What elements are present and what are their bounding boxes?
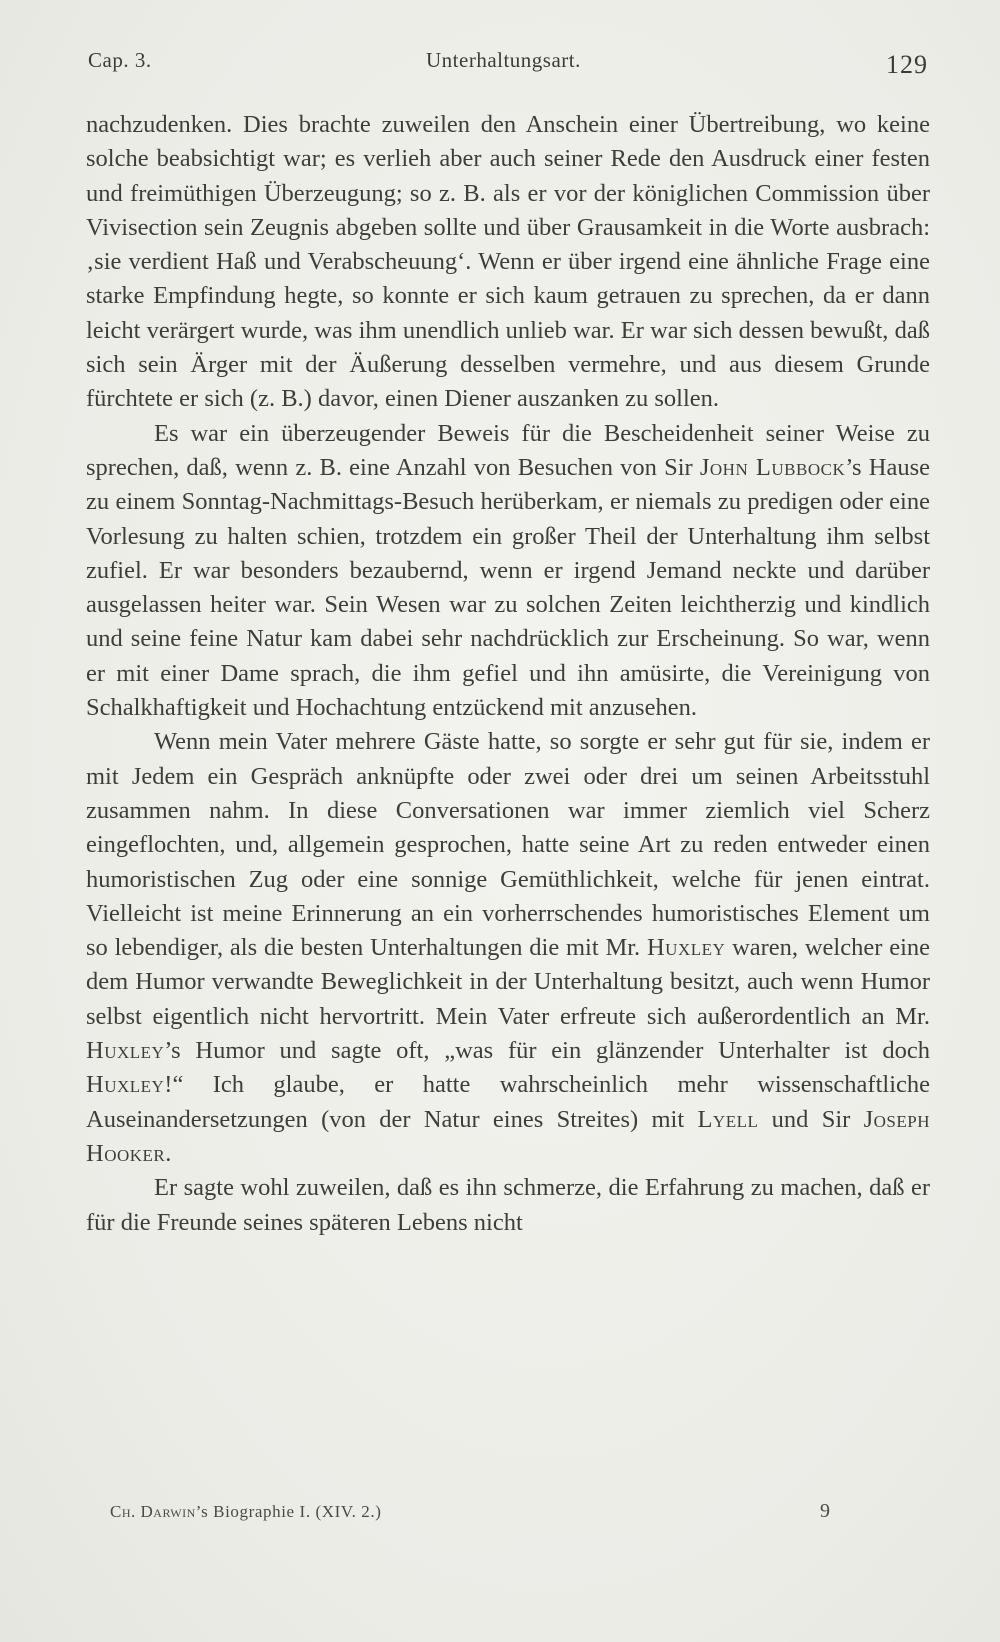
person-name: John Lubbock — [699, 453, 846, 481]
sheet-number: 9 — [820, 1500, 830, 1522]
person-name: Huxley — [86, 1037, 165, 1065]
text-run: Wenn mein Vater mehrere Gäste hatte, so sorgte er sehr gut für sie, indem er mit Jedem ein Gespräch anknüpfte oder zwei oder drei um seinen Arbeitsstuhl zusammen nahm. In diese Conversationen war immer ziemlich viel Scherz eingeflochten, und, allgemein gesprochen, hatte seine Art zu reden entweder einen humoristischen Zug oder eine sonnige Gemüthlichkeit, welche für jenen eintrat. Vielleicht ist meine Erinnerung an ein vorherrschendes humoristisches Element um so lebendiger, als die besten Unterhaltungen die mit Mr. — [86, 728, 930, 962]
chapter-label: Cap. 3. — [88, 48, 152, 72]
running-title: Unterhaltungsart. — [426, 48, 581, 72]
person-name: Lyell — [697, 1105, 759, 1133]
person-name: Huxley — [86, 1071, 165, 1099]
running-head — [88, 44, 928, 84]
text-run: Es war ein überzeugender Beweis für die Bescheidenheit seiner Weise zu sprechen, daß, wenn z. B. eine Anzahl von Besuchen von Sir — [86, 419, 930, 481]
body-text — [86, 108, 930, 1240]
text-run: und Sir — [758, 1105, 864, 1133]
text-run: ’s Hause zu einem Sonntag-Nachmittags-Besuch herüberkam, er niemals zu predigen oder eine Vorlesung zu halten schien, trotzdem ein großer Theil der Unterhaltung ihm selbst zufiel. Er war besonders bezaubernd, wenn er irgend Jemand neckte und darüber ausgelassen heiter war. Sein Wesen war zu solchen Zeiten leichtherzig und kindlich und seine feine Natur kam dabei sehr nachdrücklich zur Erscheinung. So war, wenn er mit einer Dame sprach, die ihm gefiel und ihn amüsirte, die Vereinigung von Schalkhaftigkeit und Hochachtung entzückend mit anzusehen. — [86, 453, 930, 722]
signature-rest: ’s Biographie I. (XIV. 2.) — [195, 1502, 382, 1521]
person-name: Huxley — [646, 934, 726, 962]
printer-signature — [110, 1502, 382, 1522]
page-number: 129 — [886, 50, 928, 79]
paragraph — [86, 1171, 930, 1240]
text-run: . — [165, 1139, 172, 1167]
paragraph — [86, 725, 930, 1171]
paragraph — [86, 417, 930, 726]
paragraph — [86, 108, 930, 417]
text-run: ’s Humor und sagte oft, „was für ein glänzender Unterhalter ist doch — [164, 1037, 930, 1065]
person-name: Joseph Hooker — [86, 1105, 930, 1167]
page-footer — [110, 1502, 830, 1532]
text-run: !“ Ich glaube, er hatte wahrscheinlich mehr wissenschaftliche Auseinandersetzungen (von der Natur eines Streites) mit — [86, 1071, 930, 1133]
text-run: nachzudenken. Dies brachte zuweilen den Anschein einer Übertreibung, wo keine solche beabsichtigt war; es verlieh aber auch seiner Rede den Ausdruck einer festen und freimüthigen Überzeugung; so z. B. als er vor der königlichen Commission über Vivisection sein Zeugnis abgeben sollte und über Grausamkeit in die Worte ausbrach: ‚sie verdient Haß und Verabscheuung‘. Wenn er über irgend eine ähnliche Frage eine starke Empfindung hegte, so konnte er sich kaum getrauen zu sprechen, da er dann leicht verärgert wurde, was ihm unendlich unlieb war. Er war sich dessen bewußt, daß sich sein Ärger mit der Äußerung desselben vermehre, und aus diesem Grunde fürchtete er sich (z. B.) davor, einen Diener auszanken zu sollen. — [86, 111, 930, 413]
text-run: waren, welcher eine dem Humor verwandte Beweglichkeit in der Unterhaltung besitzt, auch wenn Humor selbst eigentlich nicht hervortritt. Mein Vater erfreute sich außerordentlich an Mr. — [86, 934, 930, 1030]
text-run: Er sagte wohl zuweilen, daß es ihn schmerze, die Erfahrung zu machen, daß er für die Freunde seines späteren Lebens nicht — [86, 1174, 930, 1236]
signature-author: Ch. Darwin — [110, 1502, 196, 1521]
